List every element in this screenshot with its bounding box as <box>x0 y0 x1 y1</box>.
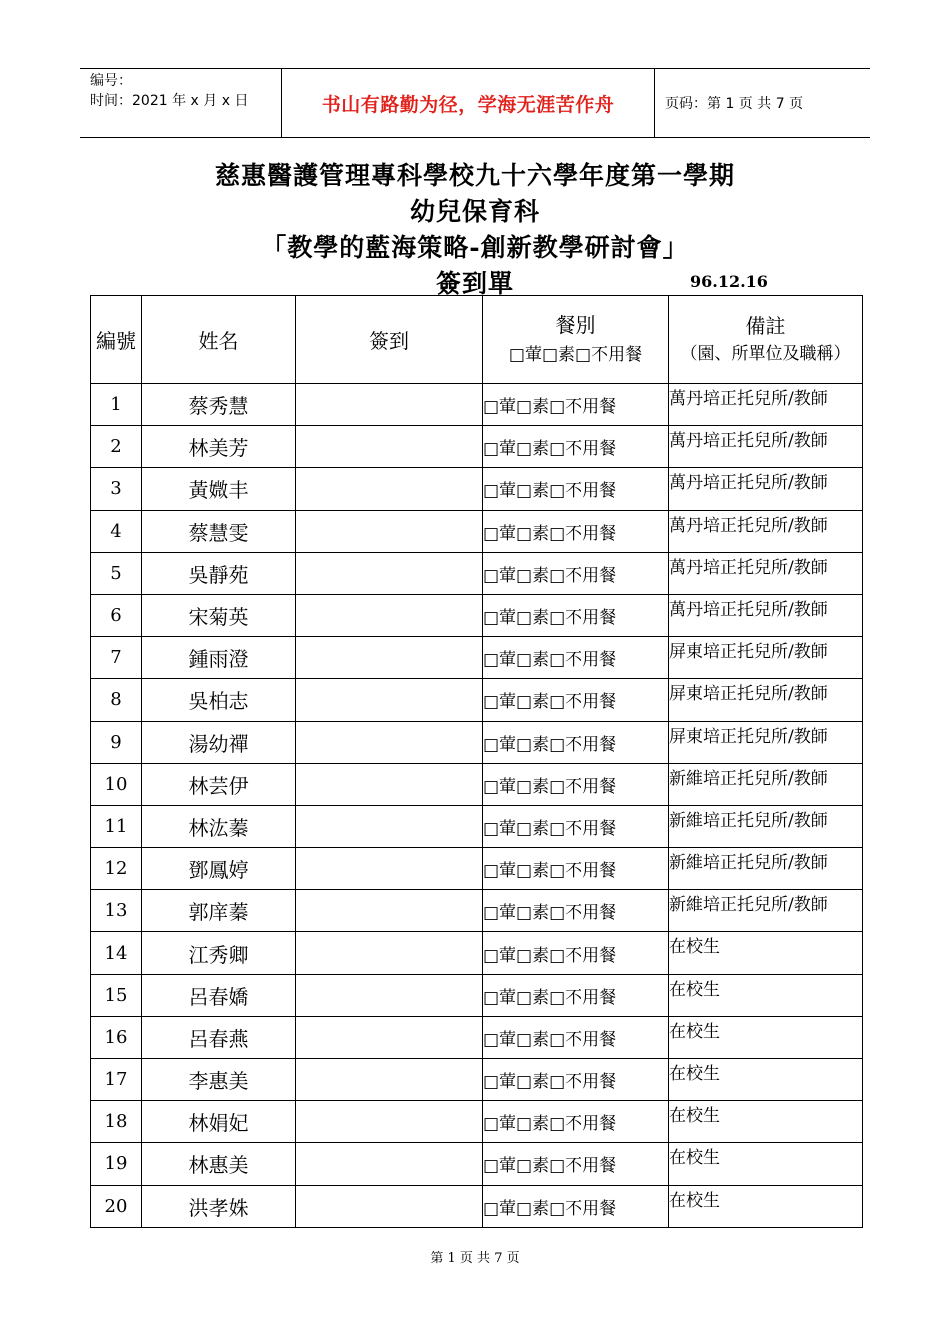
table-row <box>91 763 863 805</box>
row-number: 15 <box>91 974 142 1016</box>
header-name: 姓名 <box>142 296 296 384</box>
row-note: 在校生 <box>669 1185 863 1227</box>
header-meal-label: 餐別 <box>555 312 596 337</box>
row-meal-options[interactable]: □葷□素□不用餐 <box>483 805 669 847</box>
row-signature-cell[interactable] <box>296 974 483 1016</box>
row-note: 屏東培正托兒所/教師 <box>669 679 863 721</box>
row-meal-options[interactable]: □葷□素□不用餐 <box>483 974 669 1016</box>
header-note-label: 備註 <box>745 313 786 338</box>
row-meal-options[interactable]: □葷□素□不用餐 <box>483 510 669 552</box>
row-name: 李惠美 <box>142 1059 296 1101</box>
row-meal-options[interactable]: □葷□素□不用餐 <box>483 1185 669 1227</box>
row-meal-options[interactable]: □葷□素□不用餐 <box>483 890 669 932</box>
table-body <box>91 384 863 1228</box>
row-meal-options[interactable]: □葷□素□不用餐 <box>483 1143 669 1185</box>
row-signature-cell[interactable] <box>296 932 483 974</box>
table-row <box>91 721 863 763</box>
table-row <box>91 384 863 426</box>
row-name: 鄧鳳婷 <box>142 848 296 890</box>
table-row <box>91 468 863 510</box>
header-meta <box>80 69 281 137</box>
row-signature-cell[interactable] <box>296 848 483 890</box>
title-sign-in-sheet: 簽到單 <box>435 269 514 298</box>
row-note: 新維培正托兒所/教師 <box>669 805 863 847</box>
table-row <box>91 1185 863 1227</box>
row-name: 林汯蓁 <box>142 805 296 847</box>
table-row <box>91 426 863 468</box>
row-number: 14 <box>91 932 142 974</box>
row-note: 在校生 <box>669 1059 863 1101</box>
row-number: 3 <box>91 468 142 510</box>
row-name: 吳柏志 <box>142 679 296 721</box>
event-date: 96.12.16 <box>690 272 768 291</box>
row-note: 萬丹培正托兒所/教師 <box>669 552 863 594</box>
header-time-label: 时间：2021 年 x 月 x 日 <box>90 93 249 109</box>
table-row <box>91 848 863 890</box>
row-signature-cell[interactable] <box>296 1101 483 1143</box>
table-row <box>91 1059 863 1101</box>
row-note: 屏東培正托兒所/教師 <box>669 637 863 679</box>
header-motto: 书山有路勤为径，学海无涯苦作舟 <box>281 69 655 137</box>
table-header-row <box>91 296 863 384</box>
row-signature-cell[interactable] <box>296 552 483 594</box>
sign-in-table <box>90 295 863 1228</box>
row-meal-options[interactable]: □葷□素□不用餐 <box>483 426 669 468</box>
header-meal-options: □葷□素□不用餐 <box>508 344 643 365</box>
table-row <box>91 805 863 847</box>
table-row <box>91 890 863 932</box>
row-number: 1 <box>91 384 142 426</box>
row-note: 萬丹培正托兒所/教師 <box>669 510 863 552</box>
row-note: 萬丹培正托兒所/教師 <box>669 384 863 426</box>
row-meal-options[interactable]: □葷□素□不用餐 <box>483 679 669 721</box>
table-row <box>91 552 863 594</box>
row-signature-cell[interactable] <box>296 805 483 847</box>
row-note: 在校生 <box>669 974 863 1016</box>
row-signature-cell[interactable] <box>296 637 483 679</box>
row-meal-options[interactable]: □葷□素□不用餐 <box>483 1016 669 1058</box>
row-name: 呂春嬌 <box>142 974 296 1016</box>
row-note: 在校生 <box>669 1101 863 1143</box>
row-meal-options[interactable]: □葷□素□不用餐 <box>483 1059 669 1101</box>
table-row <box>91 594 863 636</box>
header-page-label: 页码：第 1 页 共 7 页 <box>665 96 804 112</box>
row-number: 6 <box>91 594 142 636</box>
row-number: 10 <box>91 763 142 805</box>
row-name: 湯幼禪 <box>142 721 296 763</box>
row-signature-cell[interactable] <box>296 510 483 552</box>
row-note: 萬丹培正托兒所/教師 <box>669 594 863 636</box>
row-signature-cell[interactable] <box>296 468 483 510</box>
row-number: 19 <box>91 1143 142 1185</box>
row-note: 在校生 <box>669 1016 863 1058</box>
row-signature-cell[interactable] <box>296 763 483 805</box>
row-note: 新維培正托兒所/教師 <box>669 848 863 890</box>
row-name: 洪孝姝 <box>142 1185 296 1227</box>
row-number: 12 <box>91 848 142 890</box>
row-number: 5 <box>91 552 142 594</box>
row-number: 9 <box>91 721 142 763</box>
header-number-label: 编号： <box>90 73 132 89</box>
row-number: 7 <box>91 637 142 679</box>
table-row <box>91 932 863 974</box>
row-meal-options[interactable]: □葷□素□不用餐 <box>483 594 669 636</box>
row-number: 8 <box>91 679 142 721</box>
title-school-term: 慈惠醫護管理專科學校九十六學年度第一學期 <box>214 161 735 190</box>
row-number: 18 <box>91 1101 142 1143</box>
row-note: 屏東培正托兒所/教師 <box>669 721 863 763</box>
row-name: 郭庠蓁 <box>142 890 296 932</box>
row-name: 黃媺丰 <box>142 468 296 510</box>
row-signature-cell[interactable] <box>296 890 483 932</box>
row-note: 在校生 <box>669 1143 863 1185</box>
row-meal-options[interactable]: □葷□素□不用餐 <box>483 721 669 763</box>
row-number: 13 <box>91 890 142 932</box>
row-signature-cell[interactable] <box>296 1016 483 1058</box>
table-row <box>91 1016 863 1058</box>
document-header <box>80 68 870 138</box>
row-name: 宋菊英 <box>142 594 296 636</box>
row-meal-options[interactable]: □葷□素□不用餐 <box>483 384 669 426</box>
row-signature-cell[interactable] <box>296 1185 483 1227</box>
table-row <box>91 1101 863 1143</box>
row-name: 蔡慧雯 <box>142 510 296 552</box>
header-meal <box>483 296 669 384</box>
row-name: 蔡秀慧 <box>142 384 296 426</box>
row-number: 11 <box>91 805 142 847</box>
table-row <box>91 1143 863 1185</box>
row-signature-cell[interactable] <box>296 679 483 721</box>
row-meal-options[interactable]: □葷□素□不用餐 <box>483 552 669 594</box>
row-signature-cell[interactable] <box>296 594 483 636</box>
row-note: 萬丹培正托兒所/教師 <box>669 426 863 468</box>
header-sign: 簽到 <box>296 296 483 384</box>
row-meal-options[interactable]: □葷□素□不用餐 <box>483 1101 669 1143</box>
row-meal-options[interactable]: □葷□素□不用餐 <box>483 932 669 974</box>
row-number: 16 <box>91 1016 142 1058</box>
row-meal-options[interactable]: □葷□素□不用餐 <box>483 637 669 679</box>
row-meal-options[interactable]: □葷□素□不用餐 <box>483 468 669 510</box>
row-signature-cell[interactable] <box>296 426 483 468</box>
title-event: 「教學的藍海策略-創新教學研討會」 <box>261 233 689 262</box>
row-name: 江秀卿 <box>142 932 296 974</box>
table-row <box>91 637 863 679</box>
row-signature-cell[interactable] <box>296 384 483 426</box>
row-number: 4 <box>91 510 142 552</box>
title-department: 幼兒保育科 <box>409 197 540 226</box>
page-footer: 第 1 页 共 7 页 <box>430 1251 520 1266</box>
row-meal-options[interactable]: □葷□素□不用餐 <box>483 848 669 890</box>
row-name: 吳靜苑 <box>142 552 296 594</box>
table-row <box>91 974 863 1016</box>
row-number: 17 <box>91 1059 142 1101</box>
row-number: 2 <box>91 426 142 468</box>
row-signature-cell[interactable] <box>296 1059 483 1101</box>
row-note: 在校生 <box>669 932 863 974</box>
row-name: 林美芳 <box>142 426 296 468</box>
row-name: 林惠美 <box>142 1143 296 1185</box>
row-name: 林芸伊 <box>142 763 296 805</box>
row-number: 20 <box>91 1185 142 1227</box>
row-name: 呂春燕 <box>142 1016 296 1058</box>
row-note: 新維培正托兒所/教師 <box>669 763 863 805</box>
row-meal-options[interactable]: □葷□素□不用餐 <box>483 763 669 805</box>
row-name: 鍾雨澄 <box>142 637 296 679</box>
row-name: 林娟妃 <box>142 1101 296 1143</box>
row-signature-cell[interactable] <box>296 1143 483 1185</box>
row-note: 萬丹培正托兒所/教師 <box>669 468 863 510</box>
table-row <box>91 510 863 552</box>
row-signature-cell[interactable] <box>296 721 483 763</box>
row-note: 新維培正托兒所/教師 <box>669 890 863 932</box>
table-row <box>91 679 863 721</box>
header-note <box>669 296 863 384</box>
header-number: 編號 <box>91 296 142 384</box>
title-block <box>0 158 950 302</box>
header-note-sub: （園、所單位及職稱） <box>680 343 851 364</box>
